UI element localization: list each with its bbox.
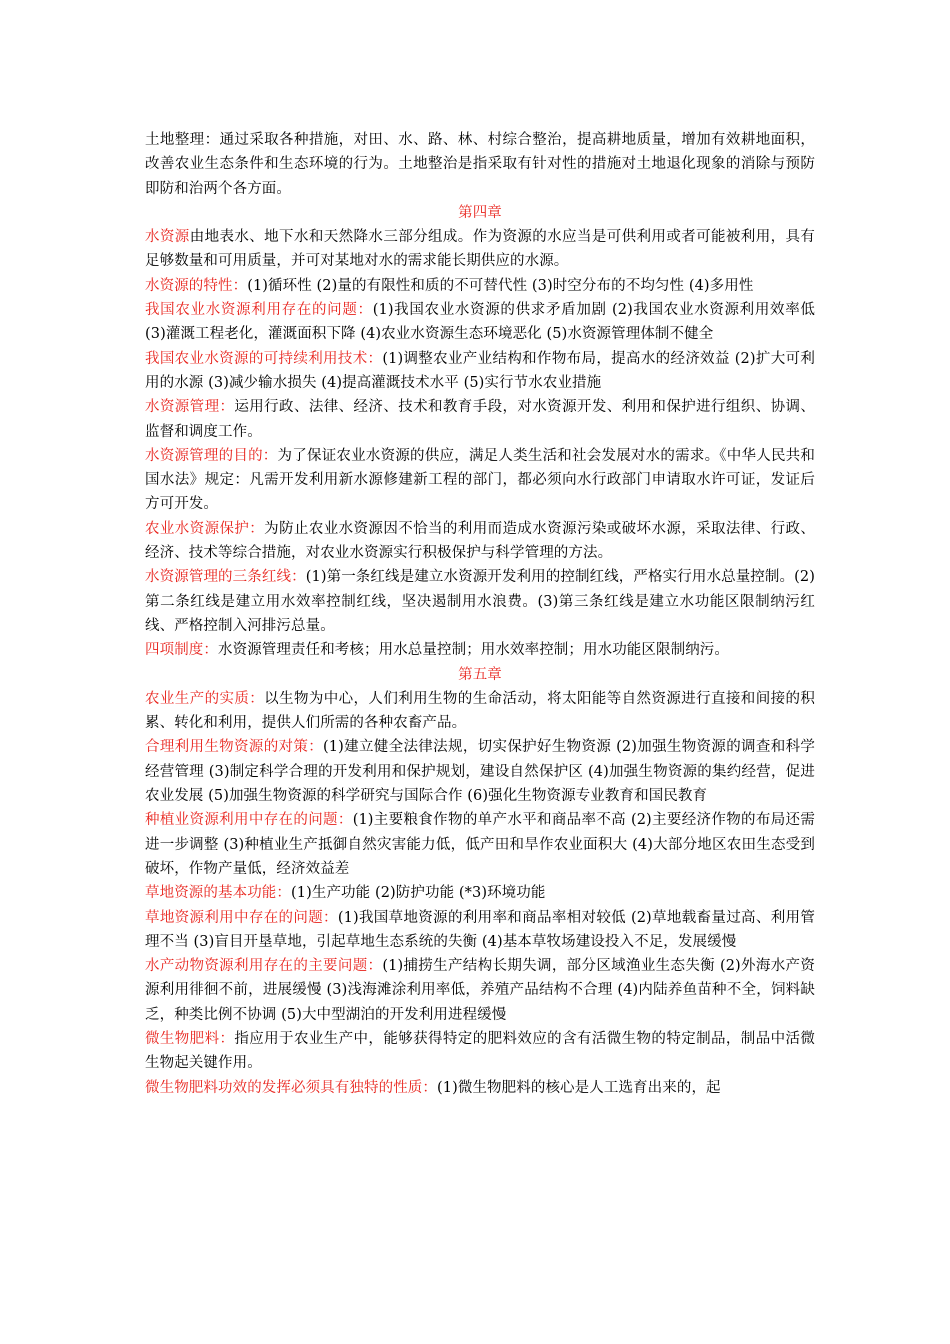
paragraph-text: (1)建立健全法律法规，切实保护好生物资源 (2)加强生物资源的调查和科学经营管理 (3)制定科学合理的开发利用和保护规划，建设自然保护区 (4)加强生物资源的集约经营，促进农业发展 (5)加强生物资源的科学研究与国际合作 (6)强化生物资源专业教育和国民教育 [145,739,815,805]
paragraph-land-consolidation [145,128,815,201]
term-label: 农业生产的实质： [145,690,265,707]
paragraph-text: 为了保证农业水资源的供应，满足人类生活和社会发展对水的需求。《中华人民共和国水法》规定：凡需开发利用新水源修建新工程的部门，都必须向水行政部门申请取水许可证，发证后方可开发。 [145,447,815,513]
paragraph-microbial-fertilizer [145,1027,815,1076]
term-label: 草地资源的基本功能： [145,885,291,902]
term-label: 农业水资源保护： [145,520,265,537]
paragraph-text: (1)调整农业产业结构和作物布局，提高水的经济效益 (2)扩大可利用的水源 (3)减少输水损失 (4)提高灌溉技术水平 (5)实行节水农业措施 [145,350,815,391]
paragraph-text: (1)生产功能 (2)防护功能 (*3)环境功能 [291,885,546,902]
chapter-heading-4: 第四章 [458,204,502,221]
paragraph-text: 由地表水、地下水和天然降水三部分组成。作为资源的水应当是可供利用或者可能被利用，具有足够数量和可用质量，并可对某地对水的需求能长期供应的水源。 [145,229,815,270]
paragraph-four-systems [145,638,815,662]
term-label: 四项制度： [145,642,218,659]
paragraph-text: (1)我国农业水资源的供求矛盾加剧 (2)我国农业水资源利用效率低 (3)灌溉工程老化，灌溉面积下降 (4)农业水资源生态环境恶化 (5)水资源管理体制不健全 [145,302,815,343]
chapter-heading-5: 第五章 [458,666,502,683]
paragraph-three-red-lines [145,565,815,638]
paragraph-water-characteristics [145,274,815,298]
paragraph-text: (1)我国草地资源的利用率和商品率相对较低 (2)草地载畜量过高、利用管理不当 (3)盲目开垦草地，引起草地生态系统的失衡 (4)基本草牧场建设投入不足，发展缓慢 [145,909,815,950]
paragraph-agri-production-essence [145,687,815,736]
paragraph-text: 运用行政、法律、经济、技术和教育手段，对水资源开发、利用和保护进行组织、协调、监督和调度工作。 [145,399,815,440]
paragraph-text: 为防止农业水资源因不恰当的利用而造成水资源污染或破坏水源，采取法律、行政、经济、技术等综合措施，对农业水资源实行积极保护与科学管理的方法。 [145,520,815,562]
term-label: 合理利用生物资源的对策： [145,739,324,756]
term-label: 水产动物资源利用存在的主要问题： [145,958,383,975]
paragraph-text: (1)主要粮食作物的单产水平和商品率不高 (2)主要经济作物的布局还需进一步调整 (3)种植业生产抵御自然灾害能力低，低产田和旱作农业面积大 (4)大部分地区农田生态受到破坏，作物产量低，经济效益差 [145,812,815,877]
paragraph-microbial-fertilizer-properties [145,1076,815,1100]
term-label: 水资源 [145,229,190,246]
document-page [145,128,815,1100]
term-label: 水资源管理的目的： [145,447,278,464]
paragraph-aquatic-problems [145,954,815,1027]
paragraph-text: 以生物为中心，人们利用生物的生命活动，将太阳能等自然资源进行直接和间接的积累、转化和利用，提供人们所需的各种农畜产品。 [145,690,815,732]
paragraph-text: (1)第一条红线是建立水资源开发利用的控制红线，严格实行用水总量控制。(2)第二条红线是建立用水效率控制红线，坚决遏制用水浪费。(3)第三条红线是建立水功能区限制纳污红线、严格控制入河排污总量。 [145,569,815,634]
paragraph-grassland-functions [145,881,815,905]
term-label: 微生物肥料： [145,1030,235,1047]
term-label: 草地资源利用中存在的问题： [145,909,338,926]
paragraph-water-management-purpose [145,444,815,517]
term-label: 水资源管理的三条红线： [145,569,306,586]
term-label: 种植业资源利用中存在的问题： [145,812,353,829]
paragraph-text: (1)微生物肥料的核心是人工选育出来的，起 [437,1079,721,1096]
paragraph-text: (1)捕捞生产结构长期失调，部分区域渔业生态失衡 (2)外海水产资源利用徘徊不前，进展缓慢 (3)浅海滩涂利用率低，养殖产品结构不合理 (4)内陆养鱼苗种不全，饲料缺乏，种类比例不协调 (5)大中型湖泊的开发利用进程缓慢 [145,958,815,1023]
paragraph-agri-water-problems [145,298,815,347]
paragraph-grassland-problems [145,906,815,955]
paragraph-text: 土地整理：通过采取各种措施，对田、水、路、林、村综合整治，提高耕地质量，增加有效耕地面积，改善农业生态条件和生态环境的行为。土地整治是指采取有针对性的措施对土地退化现象的消除与预防即防和治两个各方面。 [145,132,815,197]
term-label: 我国农业水资源的可持续利用技术： [145,350,383,367]
paragraph-text: 指应用于农业生产中，能够获得特定的肥料效应的含有活微生物的特定制品，制品中活微生物起关键作用。 [145,1030,815,1072]
paragraph-text: (1)循环性 (2)量的有限性和质的不可替代性 (3)时空分布的不均匀性 (4)多用性 [247,277,754,294]
paragraph-water-management [145,395,815,444]
term-label: 水资源管理： [145,399,235,416]
paragraph-sustainable-water-tech [145,347,815,396]
paragraph-agri-water-protection [145,517,815,566]
paragraph-bio-resource-strategies [145,735,815,808]
term-label: 水资源的特性： [145,277,248,294]
term-label: 我国农业水资源利用存在的问题： [145,302,373,319]
term-label: 微生物肥料功效的发挥必须具有独特的性质： [145,1079,437,1096]
paragraph-text: 水资源管理责任和考核；用水总量控制；用水效率控制；用水功能区限制纳污。 [218,642,729,659]
paragraph-water-resources [145,225,815,274]
paragraph-crop-resource-problems [145,808,815,881]
